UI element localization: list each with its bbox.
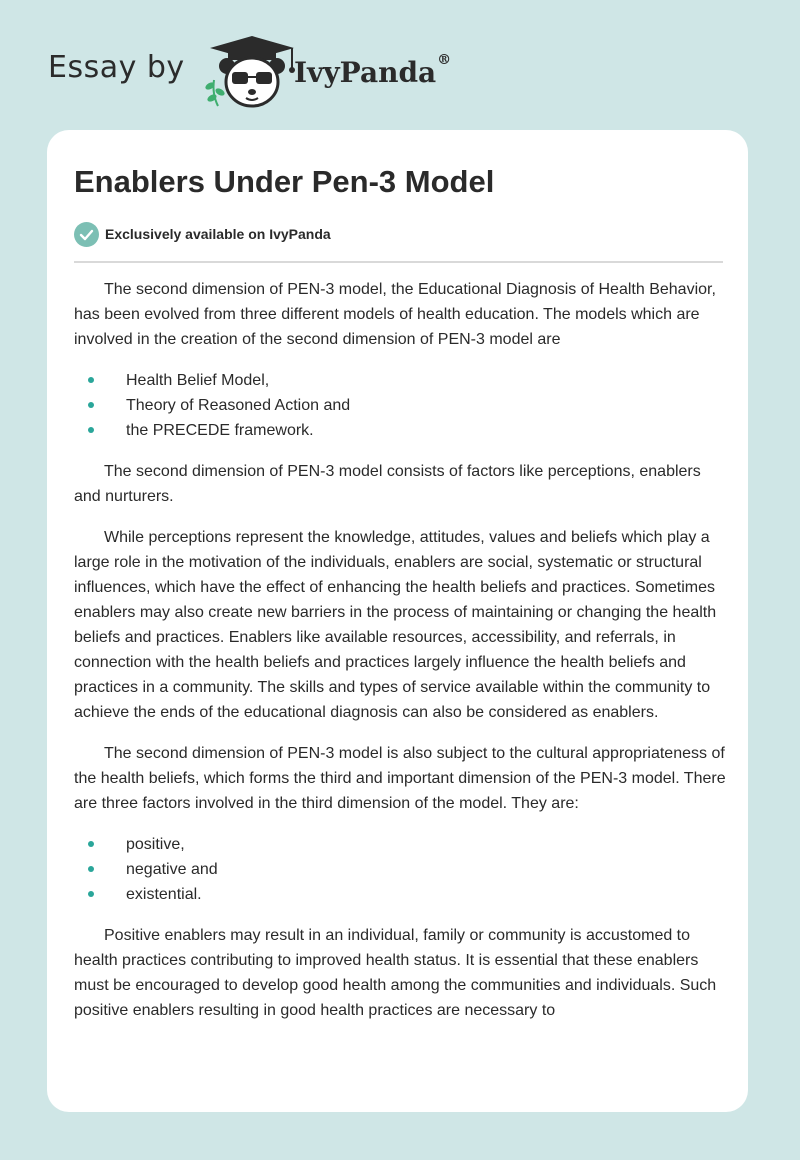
bullet-list [74, 368, 726, 443]
list-item [74, 882, 726, 907]
paragraph: The second dimension of PEN-3 model, the Educational Diagnosis of Health Behavior, has been evolved from three different models of health education. The models which are involved in the creation of the second dimension of PEN-3 model are [74, 281, 716, 348]
essay-card [47, 130, 748, 1112]
paragraph: The second dimension of PEN-3 model is also subject to the cultural appropriateness of the health beliefs, which forms the third and important dimension of the PEN-3 model. There are three factors involved in the third dimension of the model. They are: [74, 745, 726, 812]
list-item [74, 368, 726, 393]
list-item-text: the PRECEDE framework. [126, 422, 314, 439]
panda-graduate-icon [200, 34, 300, 110]
check-icon [74, 222, 99, 247]
bullet-icon [88, 866, 94, 872]
divider [74, 261, 723, 263]
bullet-icon [88, 402, 94, 408]
paragraph: Positive enablers may result in an individual, family or community is accustomed to health practices contributing to improved health status. It is essential that these enablers must be encouraged to develop good health among the communities and individuals. Such positive enablers resulting in good health practices are necessary to [74, 927, 717, 1019]
list-item-text: Health Belief Model, [126, 372, 270, 389]
essay-body [74, 277, 726, 1039]
list-item [74, 393, 726, 418]
bullet-list [74, 832, 726, 907]
list-item [74, 832, 726, 857]
exclusive-badge-label: Exclusively available on IvyPanda [105, 226, 331, 242]
bullet-icon [88, 891, 94, 897]
list-item [74, 418, 726, 443]
brand-prefix: Essay by [48, 50, 185, 85]
brand-header[interactable] [48, 34, 488, 114]
paragraph: While perceptions represent the knowledge, attitudes, values and beliefs which play a large role in the motivation of the individuals, enablers are social, systematic or structural influences, which have the effect of enhancing the health beliefs and practices. Sometimes enablers may also create new barriers in the process of maintaining or changing the health beliefs and practices. Enablers like available resources, accessibility, and referrals, in connection with the health beliefs and practices largely influence the health beliefs and practices in a community. The skills and types of service available within the community to achieve the ends of the educational diagnosis can also be considered as enablers. [74, 529, 717, 721]
bullet-icon [88, 427, 94, 433]
list-item-text: existential. [126, 886, 202, 903]
bullet-icon [88, 377, 94, 383]
list-item-text: negative and [126, 861, 218, 878]
list-item-text: positive, [126, 836, 185, 853]
bullet-icon [88, 841, 94, 847]
page-title: Enablers Under Pen-3 Model [74, 164, 495, 199]
exclusive-badge [74, 221, 331, 247]
list-item [74, 857, 726, 882]
list-item-text: Theory of Reasoned Action and [126, 397, 351, 414]
brand-name: IvyPanda® [294, 52, 452, 89]
paragraph: The second dimension of PEN-3 model consists of factors like perceptions, enablers and nurturers. [74, 463, 701, 505]
